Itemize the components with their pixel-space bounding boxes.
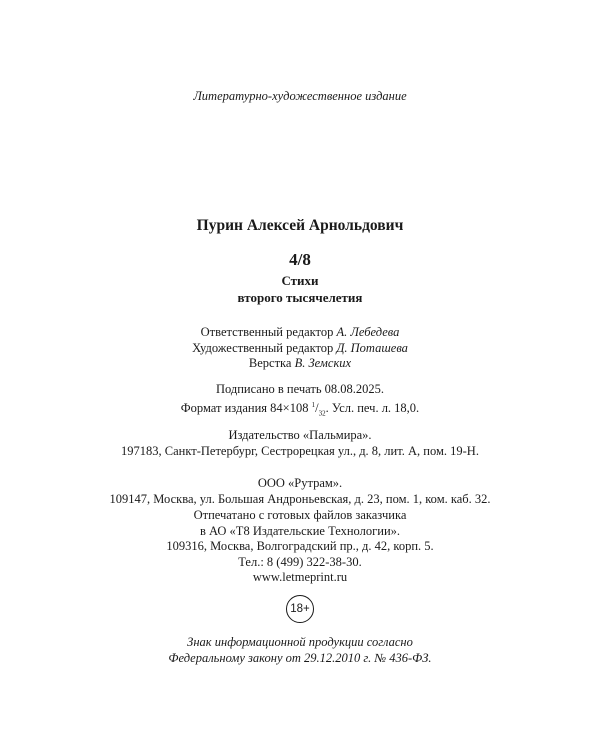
subtitle: Стихи второго тысячелетия	[237, 273, 363, 305]
title: 4/8	[289, 250, 311, 269]
publisher: Издательство «Пальмира». 197183, Санкт-Петербург, Сестрорецкая ул., д. 8, лит. А, пом. 19-Н.	[121, 428, 479, 458]
credit-line: Верстка В. Земских	[248, 356, 352, 370]
print-info: Подписано в печать 08.08.2025. Формат издания 84×108 $^1/_{32}$. Усл. печ. л. 18,0.	[0, 382, 600, 422]
edition-type: Литературно-художественное издание	[193, 89, 407, 103]
author: Пурин Алексей Арнольдович	[196, 217, 404, 234]
printer-website: www.letmeprint.ru	[252, 570, 348, 584]
age-notice: Знак информационной продукции согласно Федеральному закону от 29.12.2010 г. № 436-ФЗ.	[168, 635, 432, 665]
credit-line: Художественный редактор Д. Поташева	[192, 340, 408, 355]
credit-line: Ответственный редактор А. Лебедева	[200, 325, 400, 339]
printer: Отпечатано с готовых файлов заказчика в АО «Т8 Издательские Технологии». 109316, Москва, Волгоградский пр., д. 42, корп. 5. Тел.: 8 (499) 322-38-30. www.letmeprint.ru	[0, 508, 600, 586]
format-line: Формат издания 84×108 $^1/_{32}$. Усл. печ. л. 18,0.	[180, 400, 420, 418]
company: ООО «Рутрам». 109147, Москва, ул. Большая Андроньевская, д. 23, пом. 1, ком. каб. 32.	[109, 476, 491, 506]
credits	[0, 325, 600, 372]
age-rating-badge: 18+	[286, 595, 314, 623]
